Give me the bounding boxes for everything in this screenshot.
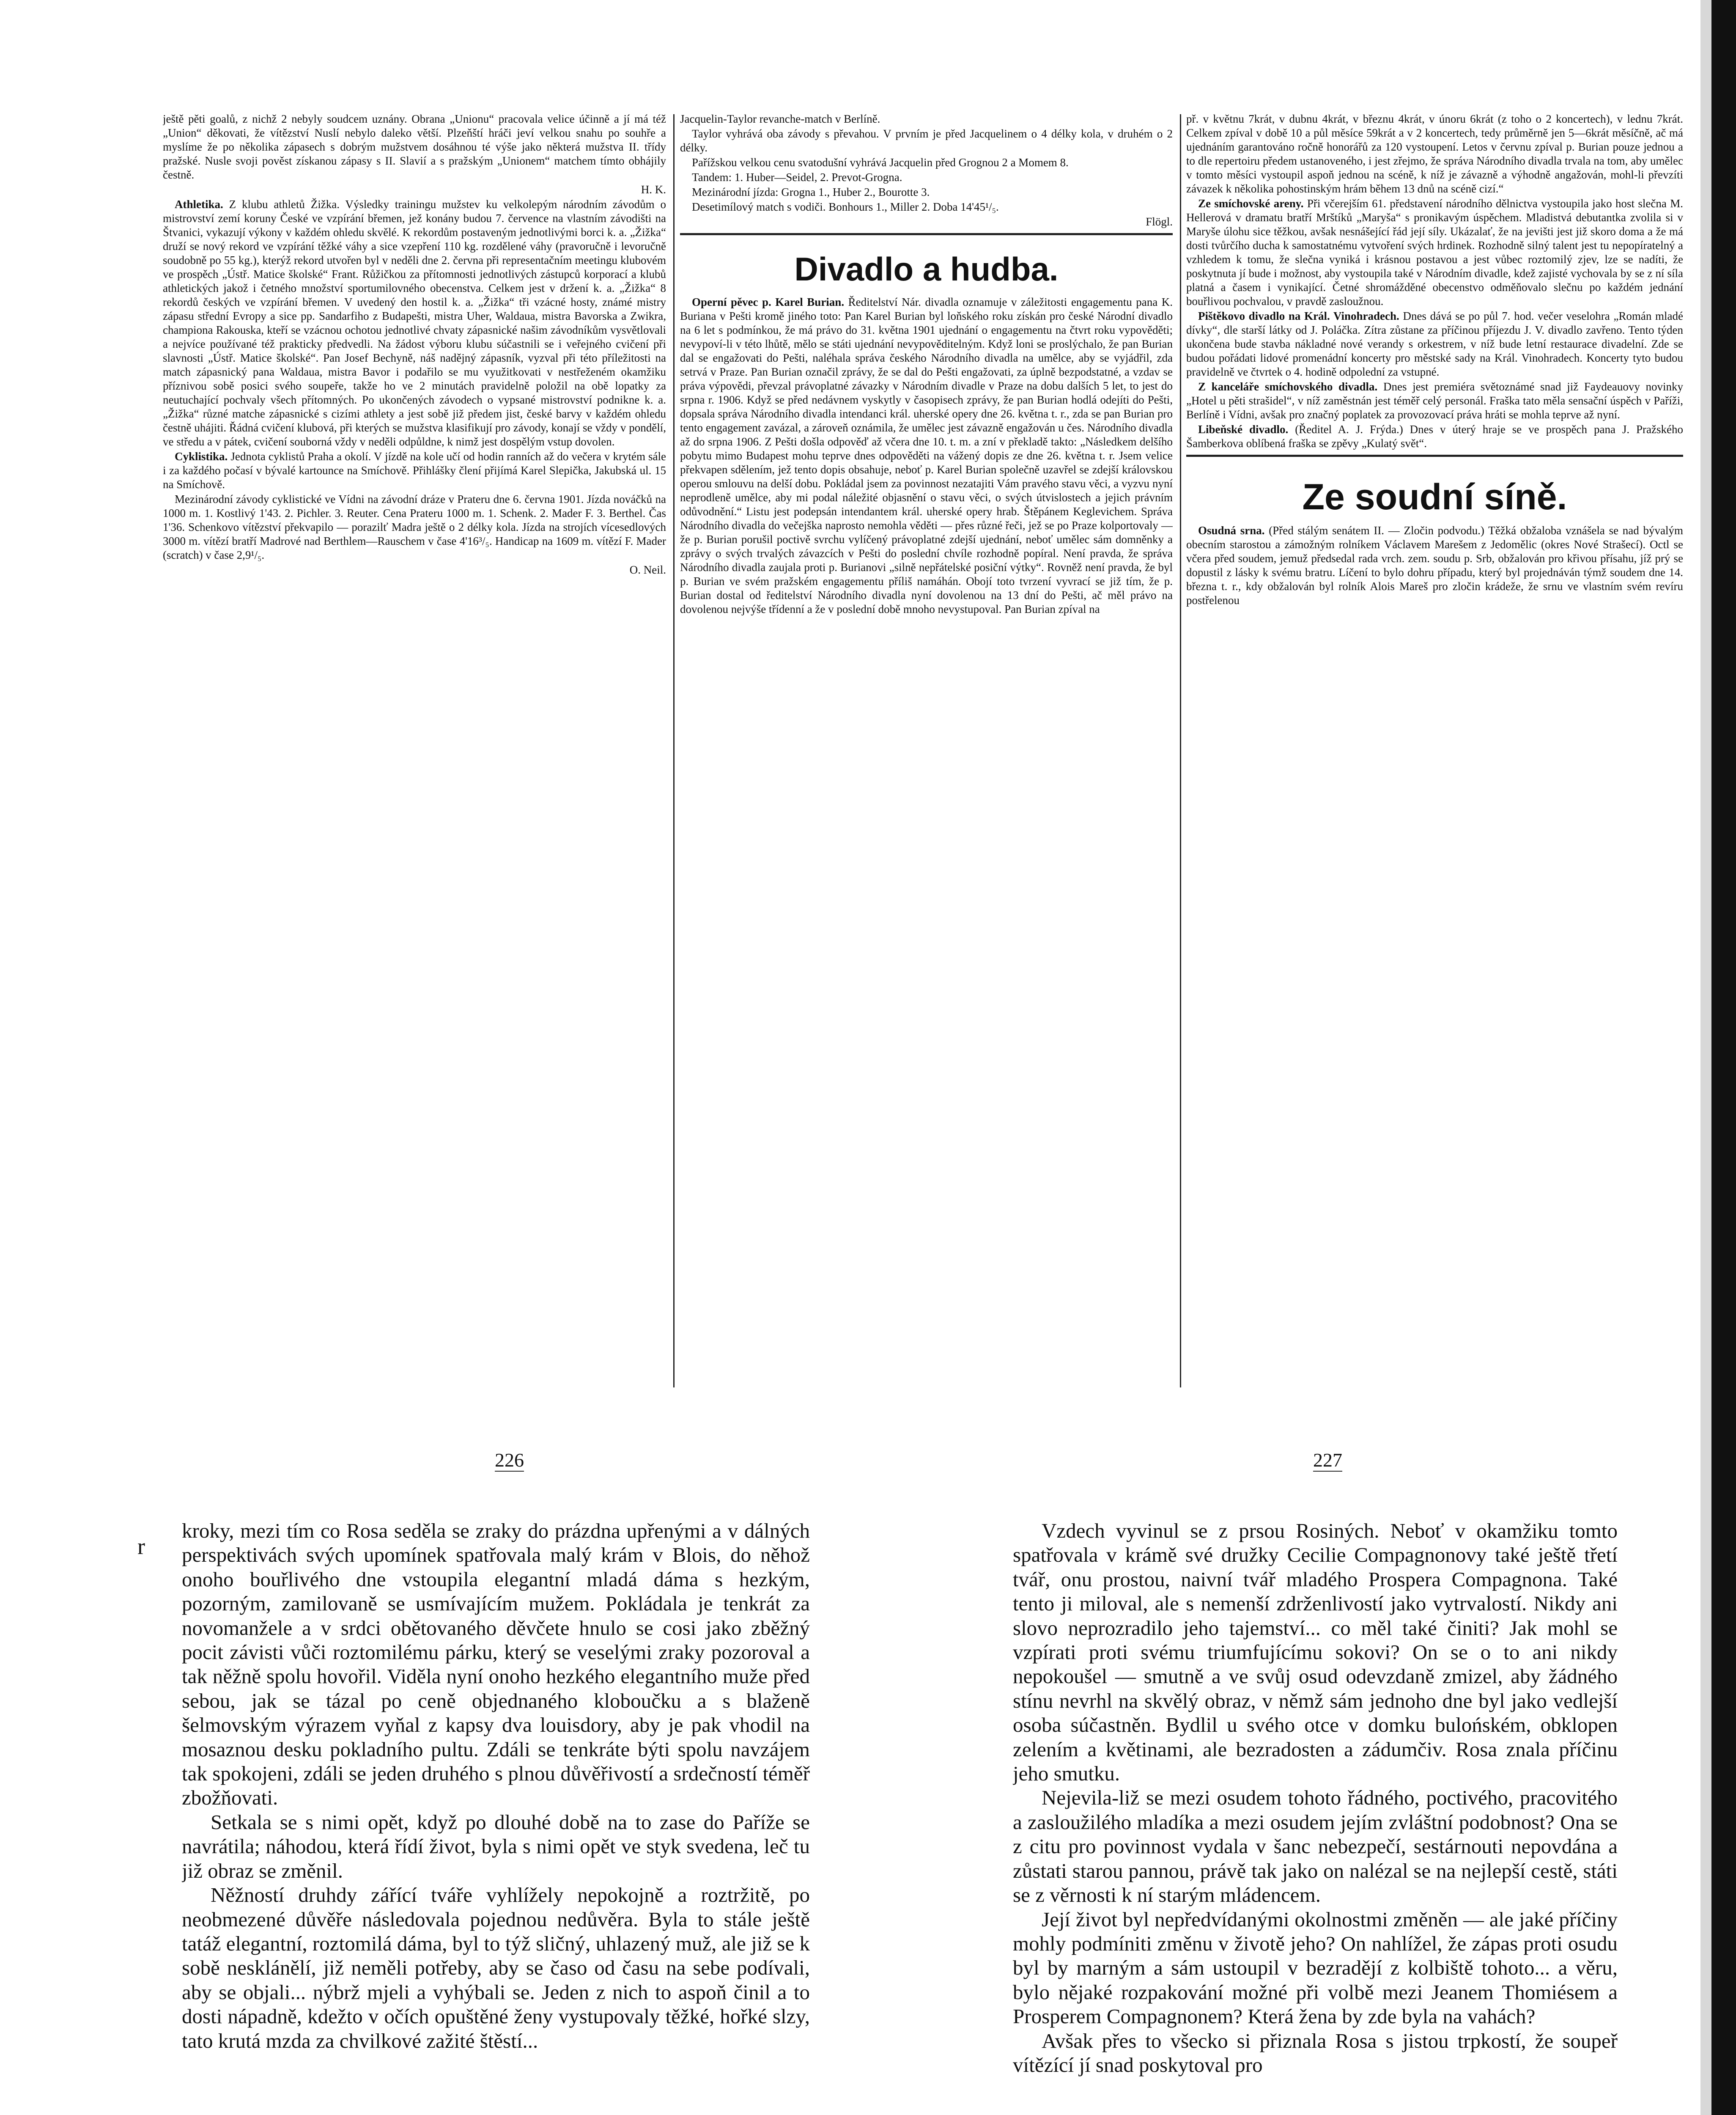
- theatre-news: [1186, 197, 1683, 308]
- book-paragraph: Její život byl nepředvídanými okolnostmi změněn — ale jaké příčiny mohly podmíniti změnu v životě jeho? On nahlížel, že zápas proti osudu byl by marným a sám ustoupil v bezradějí z kolbiště tohoto... a věru, bylo nějaké rozpakování možné při volbě mezi Jeanem Thomiésem a Prosperem Compagnonem? Která žena by zde byla na vahách?: [1013, 1907, 1618, 2028]
- margin-mark: r: [137, 1534, 145, 1559]
- match-title: Jacquelin-Taylor revanche-match v Berlíně.: [680, 113, 880, 125]
- match-report: Mezinárodní jízda: Grogna 1., Huber 2., Bourotte 3.: [692, 186, 930, 198]
- column-divider: [673, 114, 675, 1387]
- section-lead: Cyklistika.: [175, 450, 228, 463]
- athletics-article: [163, 198, 666, 449]
- theatre-news: [1186, 309, 1683, 379]
- theatre-news: [1186, 423, 1683, 450]
- column-divider: [1180, 114, 1181, 1387]
- article-text: Dnes jest premiéra světoznámé snad již Faydeauovy novinky „Hotel u pěti strašidel“, v níž zaměstnán jest téměř celý personál. Fraška tato měla sensační úspěch v Paříži, Berlíně i Vídni, avšak pro značný poplatek za provozovací práva hráti se mohla teprve až nyní.: [1186, 380, 1683, 421]
- book-page-left: [182, 1519, 810, 2115]
- book-paragraph: Nejevila-liž se mezi osudem tohoto řádného, poctivého, pracovitého a zasloužilého mladíka a mezi osudem jejím zvláštní podobnost? Ona se z citu pro povinnost vydala v šanc nebezpečí, sestárnouti nepovdána a zůstati starou pannou, právě tak jako on nalézal se na nejlepší cestě, státi se z věrnosti k ní starým mládencem.: [1013, 1786, 1618, 1907]
- burian-article-continued: př. v květnu 7krát, v dubnu 4krát, v březnu 4krát, v únoru 6krát (z toho o 2 koncertech), v lednu 7krát. Celkem zpíval v době 10 a půl měsíce 59krát a v 2 koncertech, tedy průměrně jen 5—6krát měsíčně, ač má ujednáním garantováno ročně honorářů za 120 vystoupení. Letos v červnu zpíval p. Burian pouze jednou a to dle repertoiru předem ustanoveného, i jest zřejmo, že správa Národního divadla trvala na tom, aby umělec v tomto měsíci vystoupil aspoň jednou na scéně, k níž je závazně a výhodně angažován, mohl-li převzíti závazek k několika pohostinským hrám během 13 dnů na scéně cizí.“: [1186, 113, 1683, 195]
- section-lead: Pištěkovo divadlo na Král. Vinohradech.: [1198, 310, 1399, 322]
- signature: Flögl.: [1146, 215, 1173, 228]
- page-number-left: 226: [495, 1449, 524, 1471]
- section-lead: Athletika.: [175, 198, 223, 211]
- section-rule: [680, 233, 1173, 235]
- section-heading-court: Ze soudní síně.: [1302, 477, 1567, 517]
- book-paragraph: Něžností druhdy zářící tváře vyhlížely nepokojně a roztržitě, po neobmezené důvěře následovala pojednou nedůvěra. Byla to stále ještě tatáž elegantní, roztomilá dáma, byl to týž sličný, uhlazený muž, ale již se k sobě nesklánělí, již neměli potřeby, aby se časo od času na sebe podívali, aby se objali... nýbrž mjeli a vyhýbali se. Jeden z nich to aspoň činil a to dosti nápadně, kdežto v očích opuštěné ženy vystupovaly těžké, hořké slzy, tato krutá mzda za chvilkové zažité štěstí...: [182, 1883, 810, 2052]
- theatre-news: [1186, 380, 1683, 422]
- scan-dark-edge: [1711, 0, 1736, 2115]
- book-paragraph: kroky, mezi tím co Rosa seděla se zraky do prázdna upřenými a v dálných perspektivách svých upomínek spatřovala malý krám v Blois, do něhož onoho bouřlivého dne vstoupila elegantní mladá dáma s hezkým, pozorným, zamilovaně se usmívajícím mužem. Pokládala je tenkrát za novomanžele a v srdci obětovaného děvčete hnulo se cosi jako zběžný pocit závisti vůči roztomilému párku, který se veselými zraky pozoroval a tak něžně spolu hovořil. Viděla nyní onoho hezkého elegantního muže před sebou, jak se tázal po ceně objednaného kloboučku a s blaženě šelmovským výrazem vyňal z kapsy dva louisdory, aby je pak vhodil na mosaznou desku pokladního pultu. Zdáli se tenkráte býti spolu navzájem tak spokojeni, zdáli se jeden druhého s plnou důvěřivostí a srdečností téměř zbožňovati.: [182, 1519, 810, 1810]
- section-lead: Operní pěvec p. Karel Burian.: [692, 296, 845, 308]
- book-page-right: [1013, 1519, 1618, 2115]
- section-lead: Libeňské divadlo.: [1198, 423, 1289, 436]
- newspaper-column-2: [680, 112, 1173, 617]
- article-text: Z klubu athletů Žižka. Výsledky trainingu mužstev ku velkolepým národním závodům o mistrovství zemí koruny České ve vzpírání břemen, jež konány budou 7. července na vlastním závodišti na Štvanici, vykazují výkony v každém ohledu skvělé. K rekordům postaveným jednotlivými borci k. a. „Žižka“ druží se nový rekord ve vzpírání těžké váhy a sice vzepření 110 kg. rozdělené váhy (pravoručně i levoručně soudobně po 55 kg.), kterýž rekord utvořen byl v neděli dne 2. června při representačním meetingu klubovém ve prospěch „Ústř. Matice školské“ Frant. Růžičkou za přítomnosti jednotlivých zástupců korporací a klubů athletických jakož i četného množství sportumilovného obecenstva. Celkem jest v držení k. a. „Žižka“ 8 rekordů českých ve vzpírání břemen. V uvedený den hostil k. a. „Žižka“ tři vzácné hosty, známé mistry zápasu střední Evropy a sice pp. Sandarfiho z Budapešti, mistra Uher, Waldaua, mistra Bavorska a Zwikra, championa Rakouska, kteří se vzácnou ochotou jednotlivé chvaty zápasnické našim závodníkům vysvětlovali a nejvíce používané též prakticky předvedli. Na žádost výboru klubu súčastnili se i veřejného cvičení při slavnosti „Ústř. Matice školské“. Pan Josef Bechyně, náš nadějný zápasník, vyzval při této příležitosti na match zápasnický pana Waldaua, mistra Bavor i podařilo se mu využitkovati v nestřeženém okamžiku příznivou sobě posici svého soupeře, takže ho ve 2 minutách pravidelně položil na obě lopatky za neutuchající pochvaly všech přítomných. Po ukončených závodech o vypsané mistrovství podnikne k. a. „Žižka“ různé matche zápasnické s cizími athlety a jest sobě již předem jist, české barvy v každém ohledu čestně uhájiti. Řádná cvičení klubová, při kterých se mužstva klasifikují pro závody, konají se vždy v pondělí, ve středu a v pátek, cvičení souborná vždy v neděli odpůldne, k nimž jest dospělým vstup dovolen.: [163, 198, 666, 448]
- section-lead: Osudná srna.: [1198, 524, 1265, 537]
- article-text: (Před stálým senátem II. — Zločin podvodu.) Těžká obžaloba vznášela se nad bývalým obecním starostou a zámožným rolníkem Václavem Marešem z Jedomělic (okres Nové Strašecí). Octl se včera před soudem, jemuž předsedal rada vrch. zem. soudu p. Srb, obžalován pro křivou přísahu, jíž prý se dopustil z lásky k svému bratru. Líčení to bylo dohru případu, který byl projednáván týmž soudem dne 14. března t. r., kdy obžalován byl rolník Alois Mareš pro zločin krádeže, že srnu ve vlastním svém revíru postřelenou: [1186, 524, 1683, 607]
- burian-article: [680, 295, 1173, 616]
- section-lead: Ze smíchovské areny.: [1198, 197, 1304, 210]
- section-heading-theatre: Divadlo a hudba.: [794, 250, 1059, 288]
- article-text: Jednota cyklistů Praha a okolí. V jízdě na kole učí od hodin ranních až do večera v krytém sále i za každého počasí v bývalé kartounce na Smíchově. Přihlášky člení přijímá Karel Slepička, Jakubská ul. 15 na Smíchově.: [163, 450, 666, 491]
- football-report: ještě pěti goalů, z nichž 2 nebyly soudcem uznány. Obrana „Unionu“ pracovala velice účinně a jí má též „Union“ děkovati, že vítězství Nuslí nebylo daleko větší. Plzeňští hráči jeví velkou snahu po souhře a myslíme že po několika zápasech s dobrým mužstvem dosáhnou té výše jako některá mužstva II. třídy pražské. Nusle svoji pověst získanou zápasy s II. Slavií a s pražským „Unionem“ matchem tímto obhájily čestně.: [163, 113, 666, 181]
- article-text: Při včerejším 61. představení národního dělnictva vystoupila jako host slečna M. Hellerová v dramatu bratří Mrštíků „Maryša“ s pronikavým úspěchem. Mladistvá debutantka zvolila si v Maryše úlohu sice těžkou, avšak nesnášející řád její síly. Ukázalať, že na jevišti jest již skoro doma a že má dosti tvůrčího ducha k samostatnému vytvoření svých hrdinek. Rozhodně silný talent jest tu nepopíratelný a vzhledem k tomu, že slečna vyniká i krásnou postavou a jest vůbec roztomilý zjev, lze se nadíti, že poskytnuta jí bude i možnost, aby vystoupila také v Národním divadle, kdež zajisté vychovala by se z ní síla platná a časem i vynikající. Četné shromážděné obecenstvo odměňovalo slečnu po každém jednání bouřlivou pochvalou, v pravdě zasloužnou.: [1186, 197, 1683, 308]
- court-article: [1186, 524, 1683, 607]
- match-report: Taylor vyhrává oba závody s převahou. V prvním je před Jacquelinem o 4 délky kola, v druhém o 2 délky.: [680, 127, 1173, 154]
- cycling-results: Mezinárodní závody cyklistické ve Vídni na závodní dráze v Prateru dne 6. června 1901. Jízda nováčků na 1000 m. 1. Kostlivý 1'43. 2. Pichler. 3. Reuter. Cena Prateru 1000 m. 1. Schenk. 2. Mader F. 3. Berthel. Čas 1'36. Schenkovo vítězství překvapilo — porazilť Madra ještě o 2 délky kola. Jízda na strojích vícesedlových 3000 m. vítězí bratří Madrové nad Berthlem—Rauschem v čase 4'16³/₅. Handicap na 1609 m. vítězí F. Mader (scratch) v čase 2,9¹/₅.: [163, 493, 666, 561]
- match-report: Desetimílový match s vodiči. Bonhours 1., Miller 2. Doba 14'45¹/₅.: [692, 201, 999, 213]
- book-paragraph: Setkala se s nimi opět, když po dlouhé době na to zase do Paříže se navrátila; náhodou, která řídí život, byla s nimi opět ve styk svedena, leč tu již obraz se změnil.: [182, 1810, 810, 1882]
- article-text: Ředitelství Nár. divadla oznamuje v záležitosti engagementu pana K. Buriana v Pešti kromě jiného toto: Pan Karel Burian byl loňského roku získán pro české Národní divadlo na 6 let s podmínkou, že má právo do 31. května 1901 ujednání o engagementu na čtvrt roku vypověděti; nevypoví-li v této lhůtě, mělo se státi ujednání nevypověditelným. Když loni se proslýchalo, že pan Burian dal se engažovati do Pešti, naléhala správa českého Národního divadla na umělce, aby se vyjádřil, zda setrvá v Praze. Pan Burian označil zprávy, že se dal do Pešti engažovati, za úplně bezpodstatné, a vzdav se práva výpovědi, převzal právoplatné závazky v Národním divadle v Praze na dobu dalších 5 let, to jest do srpna r. 1906. Když se před nedávnem vyskytly v časopisech zprávy, že pan Burian hodlá odejíti do Pešti, dopsala správa Národního divadla intendanci král. uherské opery dne 26. května t. r., zda se pan Burian pro tento engagement zavázal, a zároveň oznámila, že umělec jest závazně engažován u čes. Národního divadla až do srpna 1906. Z Pešti došla odpověď až včera dne 10. t. m. a zní v překladě takto: „Následkem delšího pobytu mimo Budapest mohu teprve dnes odpověděti na vážený dopis ze dne 26. května t. r. Jsem velice překvapen sdělením, jež tento dopis obsahuje, neboť p. Karel Burian společně uzavřel se zdejší královskou operou smlouvu na delší dobu. Pokládal jsem za povinnost nezatajiti Vám pravého stavu věci, a vyzvu nyní neprodleně umělce, aby mi podal náležité objasnění o stavu věci, o svých útvislostech a jejich právním odůvodnění.“ Listu jest podepsán intendantem král. uherské opery hrab. Štěpánem Keglevichem. Správa Národního divadla do večejška naprosto nemohla věděti — přes různé řeči, jež se po Praze kolportovaly — že p. Burian porušil poctivě svrchu vylíčený právoplatné zdejší ujednání, neboť umělec sám domněnky a zprávy o svých trvalých závazcích v Pešti do poslední chvíle rozhodně popíral. Není pravda, že správa Národního divadla zaujala proti p. Burianovi „silně nepřátelské posiční výtky“. Rovněž není pravda, že byl p. Burian ve svém pražském engagementu příliš namáhán. Obojí toto tvrzení vyvrací se již tím, že p. Burian dostal od ředitelství Národního divadla nyní dovolenou na 13 dní do Pešti, ač měl právo na dovolenou nejvýše třídenní a že v poslední době mnoho nevystupoval. Pan Burian zpíval na: [680, 296, 1173, 615]
- match-report: Pařížskou velkou cenu svatodušní vyhrává Jacquelin před Grognou 2 a Momem 8.: [692, 156, 1069, 169]
- signature: H. K.: [641, 183, 666, 196]
- newspaper-column-3: [1186, 112, 1683, 608]
- article-text: Dnes dává se po půl 7. hod. večer veselohra „Román mladé dívky“, dle starší látky od J. Poláčka. Zítra zůstane za příčinou příjezdu J. V. divadlo zavřeno. Tento týden ukončena bude stavba nákladné nové verandy s orkestrem, v níž bude letní restaurace divadelní. Zde se budou pořádati lidové promenádní koncerty pro městské sady na Král. Vinohradech. Koncerty tyto budou pravidelně ve čtvrtek o 4. hodině odpolední za vstupné.: [1186, 310, 1683, 378]
- scan-edge-shadow: [1700, 0, 1711, 2115]
- match-report: Tandem: 1. Huber—Seidel, 2. Prevot-Grogna.: [692, 171, 902, 184]
- cycling-article: [163, 450, 666, 492]
- book-paragraph: Avšak přes to všecko si přiznala Rosa s jistou trpkostí, že soupeř vítězící jí snad poskytoval pro: [1013, 2029, 1618, 2077]
- section-rule: [1186, 455, 1683, 457]
- newspaper-column-1: [163, 112, 666, 578]
- book-paragraph: Vzdech vyvinul se z prsou Rosiných. Neboť v okamžiku tomto spatřovala v krámě své družky Cecilie Compagnonovy také ještě třetí tvář, onu prostou, naivní tvář mladého Prospera Compagnona. Také tento ji miloval, ale s nemenší zdrženlivostí jako vytrvalostí. Nikdy ani slovo neprozradilo jeho tajemství... co měl také činiti? Jak mohl se vzpírati proti svému triumfujícímu sokovi? On se o to ani nikdy nepokoušel — smutně a ve svůj osud odevzdaně zmizel, aby žádného stínu nevrhl na skvělý obraz, v němž sám jednoho dne byl jako vedlejší osoba súčastněn. Bydlil u svého otce v domku bulońském, obklopen zelením a květinami, ale bezradosten a zádumčiv. Rosa znala příčinu jeho smutku.: [1013, 1519, 1618, 1785]
- section-lead: Z kanceláře smíchovského divadla.: [1198, 380, 1378, 393]
- article-text: (Ředitel A. J. Frýda.) Dnes v úterý hraje se ve prospěch pana J. Pražského Šamberkova oblíbená fraška se zpěvy „Kulatý svět“.: [1186, 423, 1683, 450]
- page-number-right: 227: [1313, 1449, 1342, 1471]
- signature: O. Neil.: [629, 563, 666, 576]
